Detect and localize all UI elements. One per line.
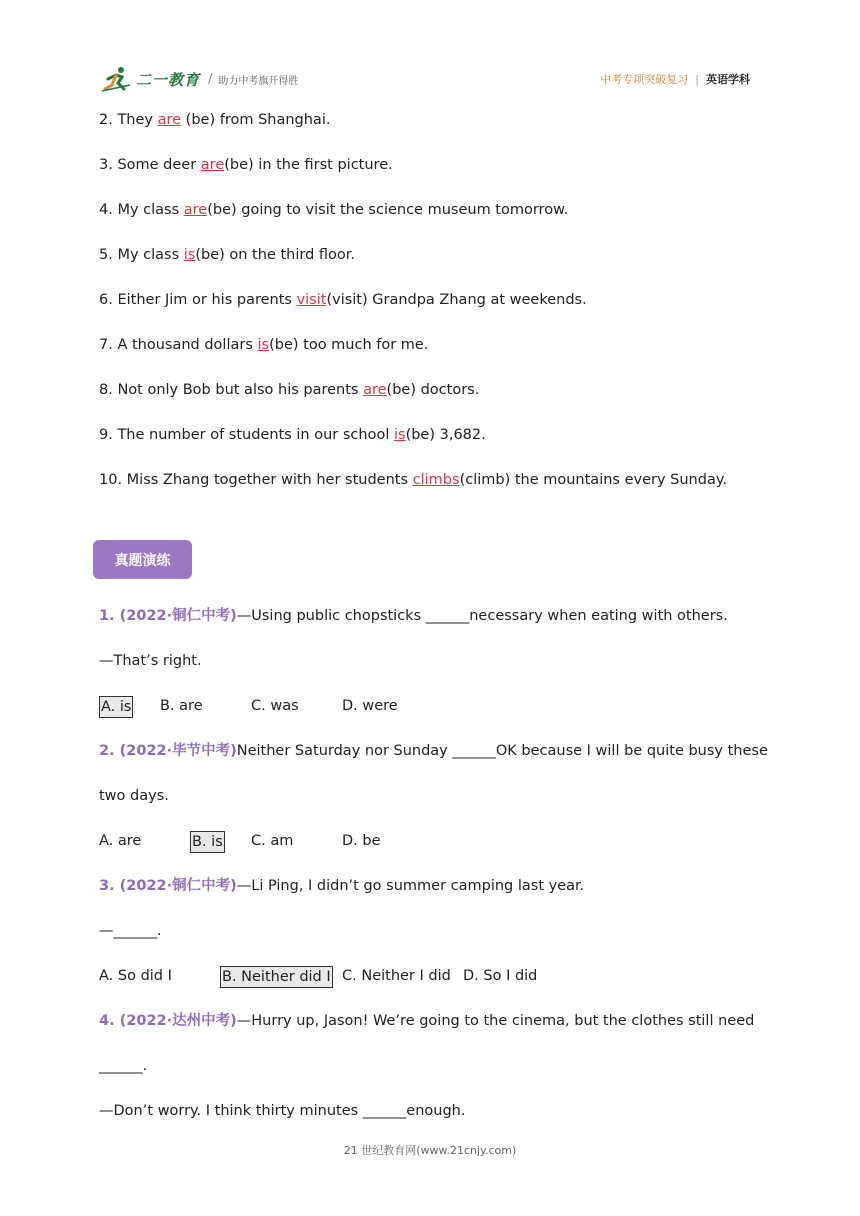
q2-option-b-selected: B. is: [190, 831, 225, 853]
exercise-line: 7. A thousand dollars is(be) too much for me.: [99, 337, 429, 353]
q1-option-c: C. was: [251, 698, 299, 714]
exercise-line: 4. My class are(be) going to visit the science museum tomorrow.: [99, 202, 569, 218]
header-right: [600, 71, 750, 87]
q2-option-a: A. are: [99, 833, 142, 849]
question-2-continued: two days.: [99, 788, 169, 804]
q1-option-d: D. were: [342, 698, 398, 714]
question-source: 2. (2022·毕节中考): [99, 743, 237, 759]
question-source: 1. (2022·铜仁中考): [99, 608, 237, 624]
logo-text: 二一教育: [136, 70, 201, 89]
logo: [100, 64, 298, 94]
exercise-line: 5. My class is(be) on the third floor.: [99, 247, 356, 263]
exercise-line: 3. Some deer are(be) in the first picture.: [99, 157, 393, 173]
answer: are: [157, 112, 182, 128]
subject-label: 英语学科: [706, 73, 750, 86]
answer: is: [393, 427, 406, 443]
section-title-badge: 真题演练: [93, 540, 192, 579]
answer: are: [200, 157, 225, 173]
review-label: 中考专项突破复习: [600, 73, 689, 86]
q1-option-b: B. are: [160, 698, 203, 714]
exercise-line: 2. They are (be) from Shanghai.: [99, 112, 331, 128]
header-separator: |: [695, 72, 699, 86]
q3-option-d: D. So I did: [463, 968, 538, 984]
question-1-reply: —That’s right.: [99, 653, 202, 669]
exercise-line: 8. Not only Bob but also his parents are(be) doctors.: [99, 382, 480, 398]
question-1: 1. (2022·铜仁中考)—Using public chopsticks ______necessary when eating with others.: [99, 608, 728, 624]
q3-option-a: A. So did I: [99, 968, 172, 984]
exercise-line: 6. Either Jim or his parents visit(visit) Grandpa Zhang at weekends.: [99, 292, 587, 308]
question-2: 2. (2022·毕节中考)Neither Saturday nor Sunday ______OK because I will be quite busy these: [99, 743, 768, 759]
q3-option-c: C. Neither I did: [342, 968, 451, 984]
exercise-line: 9. The number of students in our school is(be) 3,682.: [99, 427, 486, 443]
logo-separator: /: [208, 71, 213, 87]
answer: are: [363, 382, 387, 398]
question-3-reply: —______.: [99, 923, 162, 939]
slogan: 助力中考旗开得胜: [218, 75, 299, 87]
question-source: 3. (2022·铜仁中考): [99, 878, 237, 894]
q1-option-a-selected: A. is: [99, 696, 133, 718]
page-footer: 21 世纪教育网(www.21cnjy.com): [343, 1144, 517, 1157]
answer: is: [257, 337, 270, 353]
answer: is: [183, 247, 196, 263]
answer: visit: [296, 292, 327, 308]
question-4: 4. (2022·达州中考)—Hurry up, Jason! We’re going to the cinema, but the clothes still need: [99, 1013, 755, 1029]
q2-option-c: C. am: [251, 833, 294, 849]
page-header: [100, 64, 750, 94]
question-3: 3. (2022·铜仁中考)—Li Ping, I didn’t go summer camping last year.: [99, 878, 585, 894]
question-4-continued: ______.: [99, 1058, 148, 1074]
q2-option-d: D. be: [342, 833, 381, 849]
question-4-reply: —Don’t worry. I think thirty minutes ______enough.: [99, 1103, 466, 1119]
runner-logo-icon: [100, 65, 134, 93]
answer: are: [183, 202, 208, 218]
exercise-line: 10. Miss Zhang together with her students climbs(climb) the mountains every Sunday.: [99, 472, 727, 488]
question-source: 4. (2022·达州中考): [99, 1013, 237, 1029]
answer: climbs: [412, 472, 460, 488]
q3-option-b-selected: B. Neither did I: [220, 966, 333, 988]
